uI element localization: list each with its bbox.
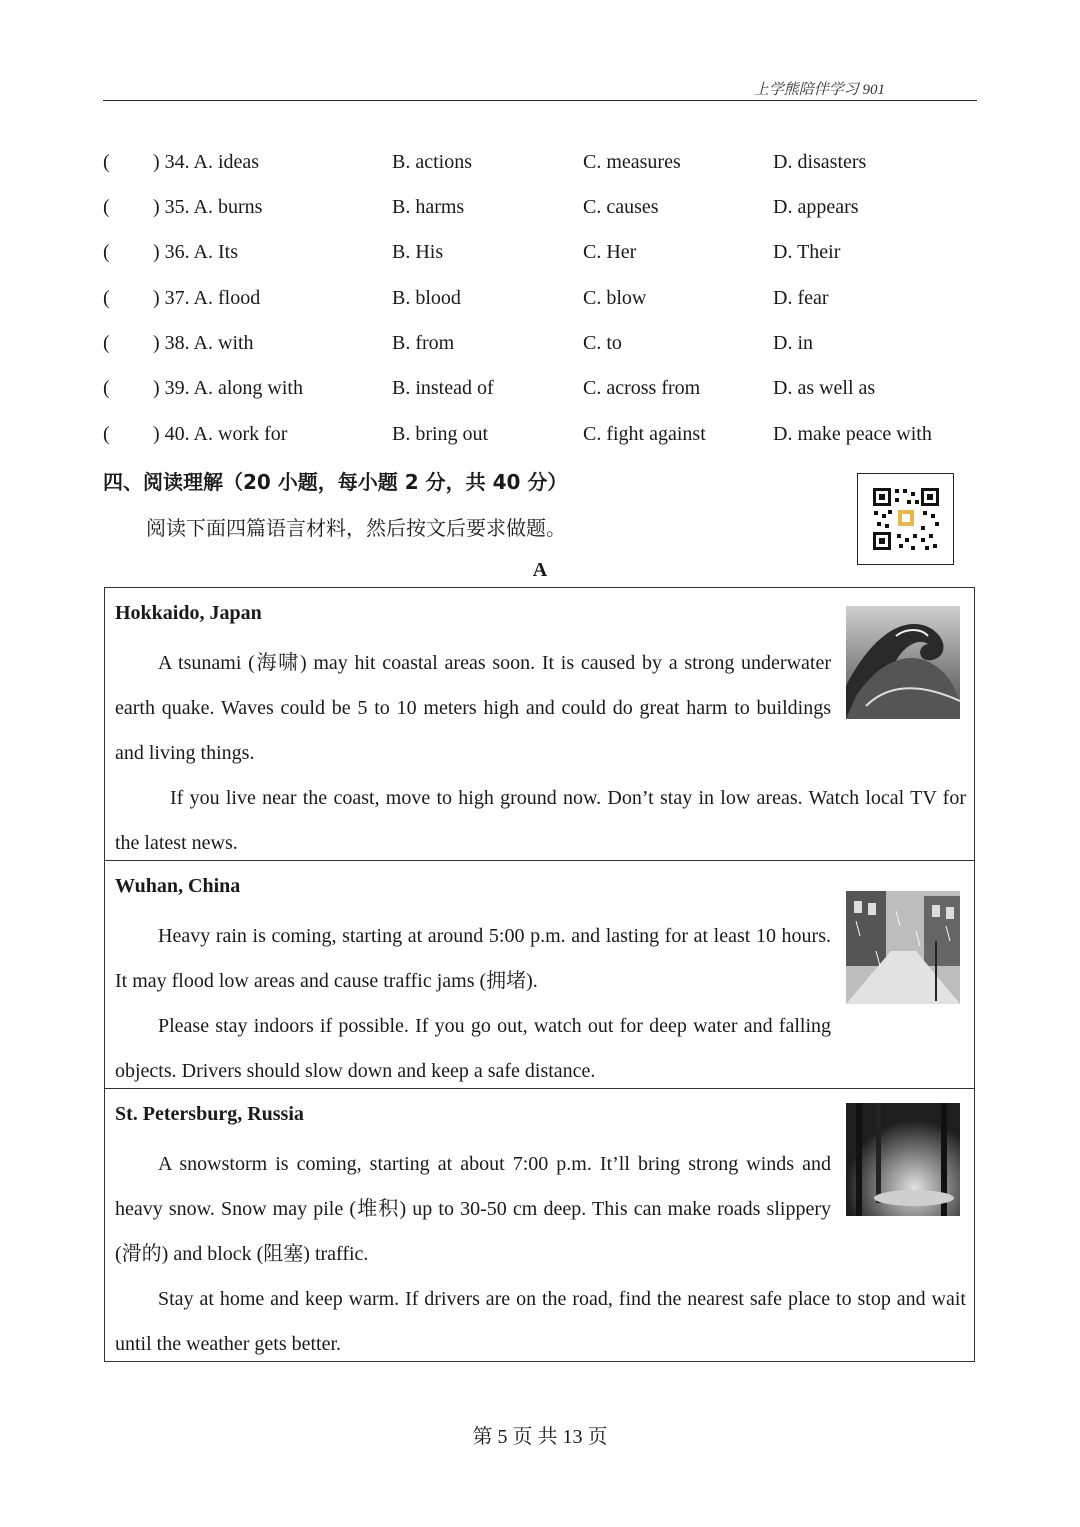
notice-paragraph: If you live near the coast, move to high ground now. Don’t stay in low areas. Watch local TV for the latest news. [115,787,966,854]
answer-paren: ( [103,151,110,173]
notice-paragraph: A tsunami (海啸) may hit coastal areas soon. It is caused by a strong underwater earth quake. Waves could be 5 to 10 meters high and could do great harm to buildings and living things. [115,652,831,764]
answer-paren: ( [103,377,110,399]
notice-box [104,860,975,1089]
option-d: D. as well as [773,377,876,399]
question-row [103,241,983,281]
question-number-option-a: ) 36. A. Its [153,241,238,263]
option-c: C. Her [583,241,637,263]
section-title: 四、阅读理解（20 小题，每小题 2 分，共 40 分） [103,470,568,494]
notice-city: Wuhan, China [115,875,241,897]
question-row [103,287,983,327]
option-c: C. causes [583,196,659,218]
notice-paragraph: Stay at home and keep warm. If drivers are on the road, find the nearest safe place to stop and wait until the weather gets better. [115,1288,966,1355]
option-d: D. Their [773,241,841,263]
notice-paragraph: Heavy rain is coming, starting at around 5:00 p.m. and lasting for at least 10 hours. It may flood low areas and cause traffic jams (拥堵). [115,925,831,992]
question-number-option-a: ) 39. A. along with [153,377,303,399]
option-b: B. harms [392,196,465,218]
option-d: D. make peace with [773,423,932,445]
question-row [103,196,983,236]
notice-city: Hokkaido, Japan [115,602,262,624]
rain-street-image [846,891,960,1004]
page-header [103,78,977,101]
option-c: C. to [583,332,622,354]
option-b: B. actions [392,151,472,173]
answer-paren: ( [103,241,110,263]
option-d: D. appears [773,196,859,218]
option-b: B. bring out [392,423,489,445]
option-d: D. fear [773,287,829,309]
question-number-option-a: ) 35. A. burns [153,196,263,218]
qr-code[interactable] [857,473,954,565]
notice-city: St. Petersburg, Russia [115,1103,304,1125]
answer-paren: ( [103,332,110,354]
snowstorm-image [846,1103,960,1216]
option-c: C. fight against [583,423,706,445]
header-text: 上学熊陪伴学习 901 [753,82,885,98]
section-instruction: 阅读下面四篇语言材料，然后按文后要求做题。 [146,516,566,540]
option-b: B. instead of [392,377,494,399]
notice-paragraph: Please stay indoors if possible. If you go out, watch out for deep water and falling objects. Drivers should slow down and keep a safe distance. [115,1015,831,1082]
qr-code-icon [871,486,941,552]
option-b: B. from [392,332,455,354]
option-b: B. blood [392,287,461,309]
question-row [103,423,983,463]
question-number-option-a: ) 40. A. work for [153,423,288,445]
question-number-option-a: ) 37. A. flood [153,287,261,309]
notice-box [104,587,975,861]
answer-paren: ( [103,287,110,309]
question-row [103,151,983,191]
question-row [103,377,983,417]
option-d: D. disasters [773,151,867,173]
question-number-option-a: ) 34. A. ideas [153,151,260,173]
option-b: B. His [392,241,444,263]
question-row [103,332,983,372]
answer-paren: ( [103,196,110,218]
passage-label: A [532,559,548,581]
notice-box [104,1088,975,1362]
tsunami-image [846,606,960,719]
notice-paragraph: A snowstorm is coming, starting at about 7:00 p.m. It’ll bring strong winds and heavy snow. Snow may pile (堆积) up to 30-50 cm deep. This can make roads slippery (滑的) and block (阻塞) traffic. [115,1153,831,1265]
question-number-option-a: ) 38. A. with [153,332,254,354]
option-c: C. across from [583,377,701,399]
option-d: D. in [773,332,813,354]
page-footer: 第 5 页 共 13 页 [472,1426,608,1448]
option-c: C. measures [583,151,681,173]
option-c: C. blow [583,287,647,309]
answer-paren: ( [103,423,110,445]
